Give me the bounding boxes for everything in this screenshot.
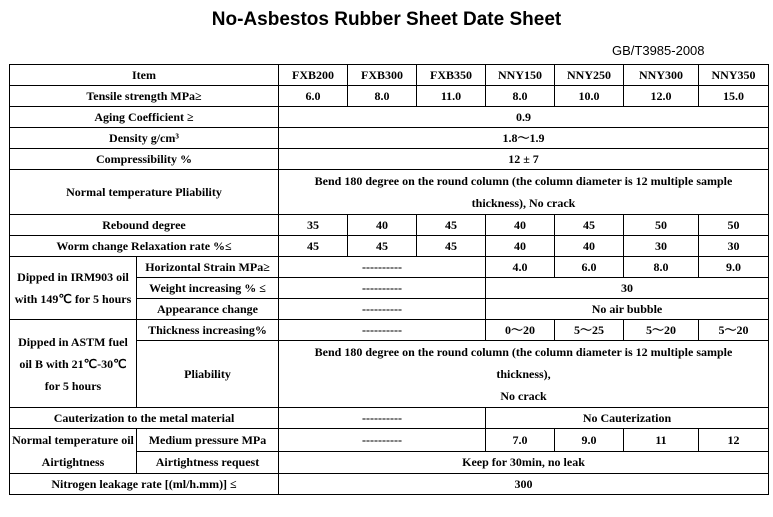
row-label: Worm change Relaxation rate %≤ bbox=[10, 236, 279, 257]
astm-thickness-row bbox=[10, 320, 769, 341]
row-label: Rebound degree bbox=[10, 215, 279, 236]
cell-value: 12 ± 7 bbox=[279, 149, 769, 170]
cell-value: 10.0 bbox=[555, 86, 624, 107]
cell-value: 30 bbox=[486, 278, 769, 299]
header-grade: FXB350 bbox=[417, 65, 486, 86]
cell-value: 40 bbox=[555, 236, 624, 257]
header-grade: FXB300 bbox=[348, 65, 417, 86]
cell-value: 11 bbox=[624, 429, 699, 452]
relaxation-row bbox=[10, 236, 769, 257]
cell-dash: ---------- bbox=[279, 320, 486, 341]
row-label: Normal temperature Pliability bbox=[10, 170, 279, 215]
row-label: Thickness increasing% bbox=[137, 320, 279, 341]
cell-value: 30 bbox=[624, 236, 699, 257]
cell-value: 8.0 bbox=[624, 257, 699, 278]
group-label: Normal temperature oil Airtightness bbox=[10, 429, 137, 474]
header-grade: NNY250 bbox=[555, 65, 624, 86]
cell-value: Keep for 30min, no leak bbox=[279, 451, 769, 474]
header-grade: FXB200 bbox=[279, 65, 348, 86]
aging-row bbox=[10, 107, 769, 128]
cell-value: 0～20 bbox=[486, 320, 555, 341]
row-label: Nitrogen leakage rate [(ml/h.mm)] ≤ bbox=[10, 474, 279, 495]
row-label: Pliability bbox=[137, 341, 279, 408]
cell-value: 45 bbox=[417, 236, 486, 257]
cauterization-row bbox=[10, 408, 769, 429]
header-row bbox=[10, 65, 769, 86]
cell-value: 300 bbox=[279, 474, 769, 495]
density-row bbox=[10, 128, 769, 149]
row-label: Aging Coefficient ≥ bbox=[10, 107, 279, 128]
cell-value: 50 bbox=[699, 215, 769, 236]
cell-value: 45 bbox=[348, 236, 417, 257]
cell-value: 40 bbox=[348, 215, 417, 236]
irm-horizontal-row bbox=[10, 257, 769, 278]
nitrogen-row bbox=[10, 474, 769, 495]
rebound-row bbox=[10, 215, 769, 236]
header-item: Item bbox=[10, 65, 279, 86]
cell-value: 4.0 bbox=[486, 257, 555, 278]
pliability-text-result: No crack bbox=[500, 389, 547, 403]
row-label: Compressibility % bbox=[10, 149, 279, 170]
cell-value: 6.0 bbox=[279, 86, 348, 107]
cell-value: 40 bbox=[486, 236, 555, 257]
cell-value: 8.0 bbox=[486, 86, 555, 107]
header-grade: NNY300 bbox=[624, 65, 699, 86]
cell-value: 9.0 bbox=[699, 257, 769, 278]
row-label: Airtightness request bbox=[137, 451, 279, 474]
cell-value: 35 bbox=[279, 215, 348, 236]
cell-value: 40 bbox=[486, 215, 555, 236]
row-label: Medium pressure MPa bbox=[137, 429, 279, 452]
pliability-row bbox=[10, 170, 769, 215]
cell-value: 7.0 bbox=[486, 429, 555, 452]
cell-value: No air bubble bbox=[486, 299, 769, 320]
group-label: Dipped in IRM903 oil with 149℃ for 5 hours bbox=[10, 257, 137, 320]
row-label: Cauterization to the metal material bbox=[10, 408, 279, 429]
cell-value: 6.0 bbox=[555, 257, 624, 278]
cell-value: 0.9 bbox=[279, 107, 769, 128]
row-label: Appearance change bbox=[137, 299, 279, 320]
cell-value: 5～25 bbox=[555, 320, 624, 341]
cell-value: 15.0 bbox=[699, 86, 769, 107]
group-label: Dipped in ASTM fuel oil B with 21℃-30℃ for 5 hours bbox=[10, 320, 137, 408]
cell-value: 1.8～1.9 bbox=[279, 128, 769, 149]
cell-value: 9.0 bbox=[555, 429, 624, 452]
row-label: Weight increasing % ≤ bbox=[137, 278, 279, 299]
spec-table bbox=[9, 64, 769, 495]
cell-dash: ---------- bbox=[279, 429, 486, 452]
row-label: Tensile strength MPa≥ bbox=[10, 86, 279, 107]
cell-value: 50 bbox=[624, 215, 699, 236]
standard-code: GB/T3985-2008 bbox=[612, 43, 705, 58]
airtight-medium-row bbox=[10, 429, 769, 452]
cell-value: 5～20 bbox=[624, 320, 699, 341]
cell-value: 30 bbox=[699, 236, 769, 257]
cell-value: 11.0 bbox=[417, 86, 486, 107]
row-label: Horizontal Strain MPa≥ bbox=[137, 257, 279, 278]
cell-dash: ---------- bbox=[279, 408, 486, 429]
cell-dash: ---------- bbox=[279, 257, 486, 278]
header-grade: NNY350 bbox=[699, 65, 769, 86]
compressibility-row bbox=[10, 149, 769, 170]
cell-value: 45 bbox=[417, 215, 486, 236]
cell-value bbox=[279, 341, 769, 408]
cell-dash: ---------- bbox=[279, 278, 486, 299]
cell-value: 8.0 bbox=[348, 86, 417, 107]
cell-value: 12 bbox=[699, 429, 769, 452]
tensile-row bbox=[10, 86, 769, 107]
page-title: No-Asbestos Rubber Sheet Date Sheet bbox=[211, 9, 562, 30]
cell-value: 45 bbox=[279, 236, 348, 257]
cell-value: 45 bbox=[555, 215, 624, 236]
cell-value: 5～20 bbox=[699, 320, 769, 341]
pliability-text: Bend 180 degree on the round column (the column diameter is 12 multiple sample thickness), bbox=[314, 345, 733, 381]
cell-dash: ---------- bbox=[279, 299, 486, 320]
row-label: Density g/cm³ bbox=[10, 128, 279, 149]
header-grade: NNY150 bbox=[486, 65, 555, 86]
cell-value: No Cauterization bbox=[486, 408, 769, 429]
cell-value: Bend 180 degree on the round column (the column diameter is 12 multiple sample thickness), No crack bbox=[279, 170, 769, 215]
cell-value: 12.0 bbox=[624, 86, 699, 107]
